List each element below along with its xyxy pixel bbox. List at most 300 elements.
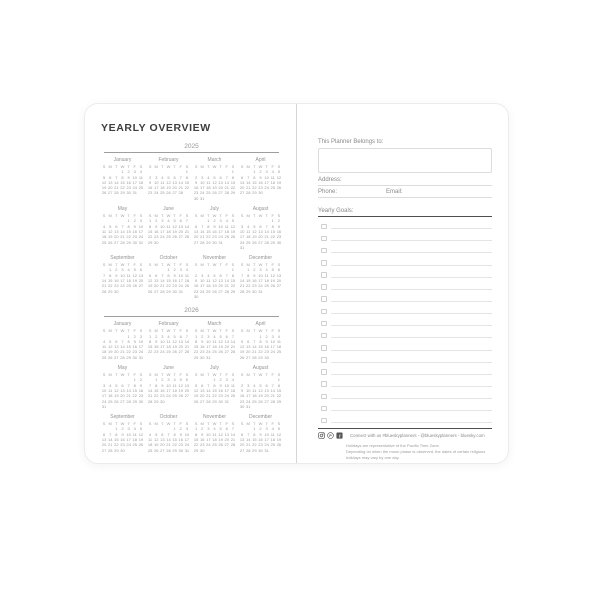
- month-name: June: [163, 206, 174, 213]
- day-cell: 25: [224, 234, 229, 240]
- weekday-header: F: [225, 421, 228, 427]
- day-cell: 22: [153, 393, 159, 399]
- day-cell: 25: [132, 442, 137, 448]
- day-cell: 4: [271, 169, 274, 175]
- weekday-header: T: [161, 372, 164, 378]
- goal-row: [318, 278, 492, 290]
- goal-checkbox[interactable]: [321, 296, 327, 302]
- day-cell: 31: [258, 288, 263, 294]
- weekday-header: T: [127, 262, 130, 268]
- day-cell: 2: [201, 426, 204, 432]
- day-cell: 25: [245, 239, 251, 245]
- day-cell: 3: [121, 267, 124, 273]
- day-cell: 9: [213, 223, 216, 229]
- day-cell: 17: [199, 185, 205, 191]
- day-cell: 22: [245, 283, 251, 289]
- day-cell: 20: [114, 234, 119, 240]
- day-cell: 4: [207, 174, 210, 180]
- goal-write-line[interactable]: [331, 313, 493, 314]
- goal-checkbox[interactable]: [321, 406, 327, 412]
- month-name: June: [163, 365, 174, 372]
- goal-write-line[interactable]: [331, 228, 493, 229]
- day-cell: 9: [259, 431, 262, 437]
- day-cell: 18: [245, 234, 251, 240]
- day-cell: 8: [194, 338, 198, 344]
- day-cell: 16: [193, 185, 199, 191]
- day-cell: 20: [193, 234, 199, 240]
- day-cell: 17: [264, 179, 269, 185]
- day-cell: 7: [253, 338, 256, 344]
- day-cell: 13: [193, 228, 199, 234]
- goal-row: [318, 326, 492, 338]
- goal-checkbox[interactable]: [321, 248, 327, 254]
- day-cell: 22: [172, 442, 177, 448]
- svg-text:P: P: [329, 434, 332, 439]
- goal-write-line[interactable]: [331, 301, 493, 302]
- day-cell: 14: [184, 338, 190, 344]
- goal-row: [318, 229, 492, 241]
- goal-write-line[interactable]: [331, 374, 493, 375]
- day-cell: 28: [230, 442, 236, 448]
- goal-write-line[interactable]: [331, 277, 493, 278]
- day-cell: 8: [259, 338, 262, 344]
- day-cell: 13: [114, 228, 119, 234]
- day-cell: 26: [258, 398, 263, 404]
- day-cell: 5: [173, 218, 176, 224]
- goal-write-line[interactable]: [331, 265, 493, 266]
- weekday-header: M: [246, 213, 250, 219]
- day-cell: 30: [258, 190, 263, 196]
- goal-checkbox[interactable]: [321, 236, 327, 242]
- day-cell: 18: [101, 349, 107, 355]
- day-cell: 30: [153, 239, 159, 245]
- month-day-grid: [147, 372, 190, 404]
- day-cell: 24: [184, 442, 190, 448]
- day-cell: 2: [259, 169, 262, 175]
- month-day-grid: [239, 213, 282, 250]
- weekday-header: S: [194, 262, 198, 268]
- goal-write-line[interactable]: [331, 325, 493, 326]
- day-cell: 12: [230, 223, 236, 229]
- day-cell: 4: [253, 382, 256, 388]
- day-cell: 3: [271, 333, 274, 339]
- day-cell: 7: [148, 382, 152, 388]
- weekday-header: T: [207, 213, 210, 219]
- instagram-icon[interactable]: [318, 432, 325, 439]
- weekday-header: W: [258, 372, 263, 378]
- day-cell: 13: [245, 344, 251, 350]
- weekday-header: S: [185, 262, 189, 268]
- day-cell: 24: [206, 349, 211, 355]
- day-cell: 10: [132, 174, 137, 180]
- day-cell: 6: [121, 382, 124, 388]
- day-cell: 26: [218, 442, 223, 448]
- goal-row: [318, 363, 492, 375]
- goal-write-line[interactable]: [331, 252, 493, 253]
- day-cell: 16: [199, 436, 205, 442]
- day-cell: 12: [276, 431, 282, 437]
- day-cell: 29: [230, 288, 236, 294]
- day-cell: 10: [126, 431, 131, 437]
- pinterest-icon[interactable]: [327, 432, 334, 439]
- day-cell: 17: [206, 344, 211, 350]
- day-cell: 7: [185, 218, 189, 224]
- day-cell: 6: [225, 333, 228, 339]
- day-cell: 5: [109, 338, 112, 344]
- weekday-header: T: [127, 164, 130, 169]
- goal-write-line[interactable]: [331, 386, 493, 387]
- day-cell: 30: [160, 398, 165, 404]
- day-cell: 8: [213, 382, 216, 388]
- weekday-header: S: [240, 421, 244, 427]
- day-cell: 4: [185, 267, 189, 273]
- day-cell: 16: [153, 344, 159, 350]
- month-calendar-june-2025: [147, 206, 190, 250]
- goal-checkbox[interactable]: [321, 418, 327, 424]
- weekday-header: T: [161, 213, 164, 219]
- day-cell: 20: [101, 442, 107, 448]
- goal-write-line[interactable]: [331, 422, 493, 423]
- day-cell: 25: [184, 283, 190, 289]
- weekday-header: T: [253, 328, 256, 334]
- day-cell: 28: [120, 354, 125, 360]
- day-cell: 7: [185, 333, 189, 339]
- day-cell: 13: [224, 431, 229, 437]
- day-cell: 18: [264, 278, 269, 284]
- day-cell: 11: [101, 228, 107, 234]
- month-calendar-february-2025: [147, 157, 190, 201]
- connect-text: Connect with us #blueskyplanners - @blueskyplanners - bluesky.com: [350, 432, 485, 438]
- day-cell: 18: [206, 283, 211, 289]
- month-day-grid: [193, 421, 236, 453]
- weekday-header: T: [127, 421, 130, 427]
- day-cell: 24: [264, 442, 269, 448]
- day-cell: 4: [133, 426, 136, 432]
- weekday-header: W: [166, 164, 171, 169]
- day-cell: 29: [172, 447, 177, 453]
- day-cell: 28: [224, 288, 229, 294]
- phone-email-field[interactable]: [318, 186, 492, 198]
- day-cell: 6: [259, 223, 262, 229]
- footer-divider: [318, 428, 492, 429]
- day-cell: 1: [115, 426, 118, 432]
- weekday-header: S: [102, 328, 106, 334]
- goal-write-line[interactable]: [331, 350, 493, 351]
- weekday-header: S: [240, 262, 244, 268]
- day-cell: 15: [132, 387, 137, 393]
- month-calendar-april-2026: [239, 321, 282, 360]
- goal-write-line[interactable]: [331, 337, 493, 338]
- goal-write-line[interactable]: [331, 410, 493, 411]
- day-cell: 30: [138, 398, 144, 404]
- weekday-header: S: [139, 262, 143, 268]
- day-cell: 9: [277, 223, 281, 229]
- goal-write-line[interactable]: [331, 240, 493, 241]
- day-cell: 22: [184, 185, 190, 191]
- day-cell: 14: [230, 431, 236, 437]
- weekday-header: M: [200, 421, 204, 427]
- goal-checkbox[interactable]: [321, 333, 327, 339]
- day-cell: 13: [264, 387, 269, 393]
- day-cell: 9: [201, 338, 204, 344]
- goal-write-line[interactable]: [331, 362, 493, 363]
- day-cell: 19: [276, 179, 282, 185]
- weekday-header: S: [231, 328, 235, 334]
- day-cell: 24: [160, 349, 165, 355]
- day-cell: 5: [253, 223, 256, 229]
- day-cell: 23: [160, 393, 165, 399]
- day-cell: 24: [120, 283, 125, 289]
- owner-name-box[interactable]: [318, 148, 492, 173]
- day-cell: 18: [147, 442, 153, 448]
- goal-checkbox[interactable]: [321, 284, 327, 290]
- day-cell: 2: [161, 377, 164, 383]
- day-cell: 23: [126, 185, 131, 191]
- goal-checkbox[interactable]: [321, 260, 327, 266]
- weekday-header: T: [173, 262, 176, 268]
- month-calendar-may-2026: [101, 365, 144, 409]
- weekday-header: M: [108, 328, 112, 334]
- day-cell: 16: [218, 387, 223, 393]
- weekday-header: T: [173, 372, 176, 378]
- day-cell: 28: [245, 447, 251, 453]
- day-cell: 22: [230, 185, 236, 191]
- month-calendar-february-2026: [147, 321, 190, 360]
- day-cell: 20: [153, 283, 159, 289]
- goal-checkbox[interactable]: [321, 272, 327, 278]
- day-cell: 6: [219, 174, 222, 180]
- day-cell: 16: [120, 436, 125, 442]
- day-cell: 28: [178, 190, 183, 196]
- day-cell: 2: [259, 426, 262, 432]
- month-name: August: [252, 206, 269, 213]
- day-cell: 22: [193, 349, 199, 355]
- day-cell: 20: [224, 436, 229, 442]
- day-cell: 4: [213, 426, 216, 432]
- month-name: March: [207, 157, 222, 163]
- month-name: December: [248, 255, 273, 262]
- day-cell: 19: [107, 349, 113, 355]
- goal-checkbox[interactable]: [321, 309, 327, 315]
- day-cell: 9: [161, 382, 164, 388]
- day-cell: 5: [277, 169, 281, 175]
- day-cell: 25: [166, 349, 171, 355]
- month-day-grid: [239, 421, 282, 453]
- day-cell: 19: [276, 436, 282, 442]
- day-cell: 11: [101, 344, 107, 350]
- day-cell: 26: [166, 190, 171, 196]
- weekday-header: T: [173, 328, 176, 334]
- weekday-header: S: [277, 164, 281, 169]
- weekday-header: T: [207, 262, 210, 268]
- goal-checkbox[interactable]: [321, 394, 327, 400]
- day-cell: 18: [107, 393, 113, 399]
- weekday-header: T: [115, 262, 118, 268]
- weekday-header: T: [219, 328, 222, 334]
- months-grid: [101, 157, 282, 299]
- fineprint-line: Depending on when the moon phase is observed, the dates of certain religious: [346, 448, 486, 454]
- day-cell: 20: [199, 393, 205, 399]
- day-cell: 8: [253, 431, 256, 437]
- day-cell: 17: [218, 228, 223, 234]
- day-cell: 27: [224, 349, 229, 355]
- day-cell: 1: [194, 333, 198, 339]
- day-cell: 15: [258, 344, 263, 350]
- goal-checkbox[interactable]: [321, 224, 327, 230]
- day-cell: 23: [178, 442, 183, 448]
- day-cell: 20: [184, 387, 190, 393]
- goal-checkbox[interactable]: [321, 357, 327, 363]
- month-calendar-may-2025: [101, 206, 144, 250]
- day-cell: 2: [127, 169, 130, 175]
- month-calendar-march-2026: [193, 321, 236, 360]
- day-cell: 3: [259, 267, 262, 273]
- day-cell: 23: [264, 349, 269, 355]
- day-cell: 15: [120, 179, 125, 185]
- address-label: Address:: [318, 177, 342, 183]
- day-cell: 9: [155, 338, 158, 344]
- day-cell: 7: [109, 431, 112, 437]
- day-cell: 15: [184, 179, 190, 185]
- day-cell: 3: [247, 382, 250, 388]
- phone-label: Phone:: [318, 189, 338, 195]
- month-name: March: [207, 321, 222, 328]
- day-cell: 24: [239, 239, 245, 245]
- day-cell: 9: [148, 179, 152, 185]
- day-cell: 22: [230, 283, 236, 289]
- weekday-header: S: [148, 164, 152, 169]
- day-cell: 23: [153, 349, 159, 355]
- day-cell: 6: [219, 272, 222, 278]
- day-cell: 6: [201, 382, 204, 388]
- day-cell: 22: [166, 283, 171, 289]
- day-cell: 19: [178, 387, 183, 393]
- day-cell: 14: [147, 387, 153, 393]
- day-cell: 16: [212, 228, 217, 234]
- day-cell: 11: [108, 387, 113, 393]
- weekday-header: S: [194, 328, 198, 334]
- fineprint-line: holidays may vary by one day.: [346, 454, 400, 460]
- day-cell: 1: [271, 218, 274, 224]
- weekday-header: M: [200, 213, 204, 219]
- weekday-header: T: [253, 421, 256, 427]
- month-calendar-august-2026: [239, 365, 282, 409]
- goal-write-line[interactable]: [331, 289, 493, 290]
- weekday-header: M: [108, 262, 112, 268]
- day-cell: 20: [239, 185, 245, 191]
- day-cell: 23: [218, 393, 223, 399]
- day-cell: 18: [252, 393, 257, 399]
- day-cell: 6: [277, 267, 281, 273]
- day-cell: 21: [178, 185, 183, 191]
- day-cell: 28: [120, 239, 125, 245]
- day-cell: 16: [178, 436, 183, 442]
- day-cell: 16: [147, 185, 153, 191]
- weekday-header: T: [253, 213, 256, 219]
- day-cell: 28: [206, 398, 211, 404]
- weekday-header: S: [277, 421, 281, 427]
- day-cell: 2: [194, 174, 198, 180]
- day-cell: 23: [258, 442, 263, 448]
- day-cell: 18: [166, 228, 171, 234]
- day-cell: 21: [120, 234, 125, 240]
- day-cell: 25: [206, 288, 211, 294]
- day-cell: 5: [240, 338, 244, 344]
- day-cell: 15: [153, 387, 159, 393]
- facebook-icon[interactable]: [336, 432, 343, 439]
- day-cell: 21: [126, 393, 131, 399]
- weekday-header: S: [139, 421, 143, 427]
- day-cell: 24: [138, 234, 144, 240]
- day-cell: 10: [178, 272, 183, 278]
- weekday-header: S: [148, 372, 152, 378]
- weekday-header: T: [265, 421, 268, 427]
- year-label: 2026: [184, 307, 199, 315]
- weekday-header: M: [108, 213, 112, 219]
- day-cell: 1: [194, 426, 198, 432]
- day-cell: 17: [126, 436, 131, 442]
- day-cell: 14: [126, 387, 131, 393]
- address-field[interactable]: [318, 177, 492, 186]
- day-cell: 25: [212, 442, 217, 448]
- day-cell: 19: [218, 436, 223, 442]
- weekday-header: F: [225, 328, 228, 334]
- day-cell: 15: [172, 436, 177, 442]
- day-cell: 3: [161, 218, 164, 224]
- day-cell: 27: [239, 447, 245, 453]
- day-cell: 1: [148, 333, 152, 339]
- day-cell: 8: [148, 338, 152, 344]
- day-cell: 29: [114, 447, 119, 453]
- month-calendar-august-2025: [239, 206, 282, 250]
- goal-write-line[interactable]: [331, 398, 493, 399]
- month-calendar-june-2026: [147, 365, 190, 409]
- day-cell: 31: [239, 244, 245, 250]
- day-cell: 26: [212, 288, 217, 294]
- weekday-header: W: [258, 213, 263, 219]
- day-cell: 21: [166, 442, 171, 448]
- day-cell: 23: [120, 442, 125, 448]
- day-cell: 10: [218, 223, 223, 229]
- month-name: November: [202, 255, 227, 262]
- day-cell: 12: [172, 338, 177, 344]
- goal-checkbox[interactable]: [321, 369, 327, 375]
- weekday-header: M: [108, 164, 112, 169]
- year-divider: [104, 152, 279, 153]
- goal-checkbox[interactable]: [321, 321, 327, 327]
- day-cell: 13: [138, 272, 144, 278]
- month-name: September: [110, 255, 135, 262]
- yearly-goals-label: Yearly Goals:: [318, 208, 354, 214]
- goal-row: [318, 351, 492, 363]
- day-cell: 12: [107, 344, 113, 350]
- day-cell: 7: [161, 272, 164, 278]
- day-cell: 15: [107, 278, 113, 284]
- day-cell: 30: [252, 288, 257, 294]
- weekday-header: W: [166, 372, 171, 378]
- day-cell: 12: [153, 436, 159, 442]
- day-cell: 29: [126, 354, 131, 360]
- goal-checkbox[interactable]: [321, 345, 327, 351]
- day-cell: 26: [218, 349, 223, 355]
- day-cell: 6: [109, 174, 112, 180]
- goal-checkbox[interactable]: [321, 381, 327, 387]
- weekday-header: S: [185, 164, 189, 169]
- day-cell: 23: [193, 288, 199, 294]
- day-cell: 2: [173, 267, 176, 273]
- day-cell: 2: [219, 377, 222, 383]
- month-calendar-november-2026: [193, 414, 236, 453]
